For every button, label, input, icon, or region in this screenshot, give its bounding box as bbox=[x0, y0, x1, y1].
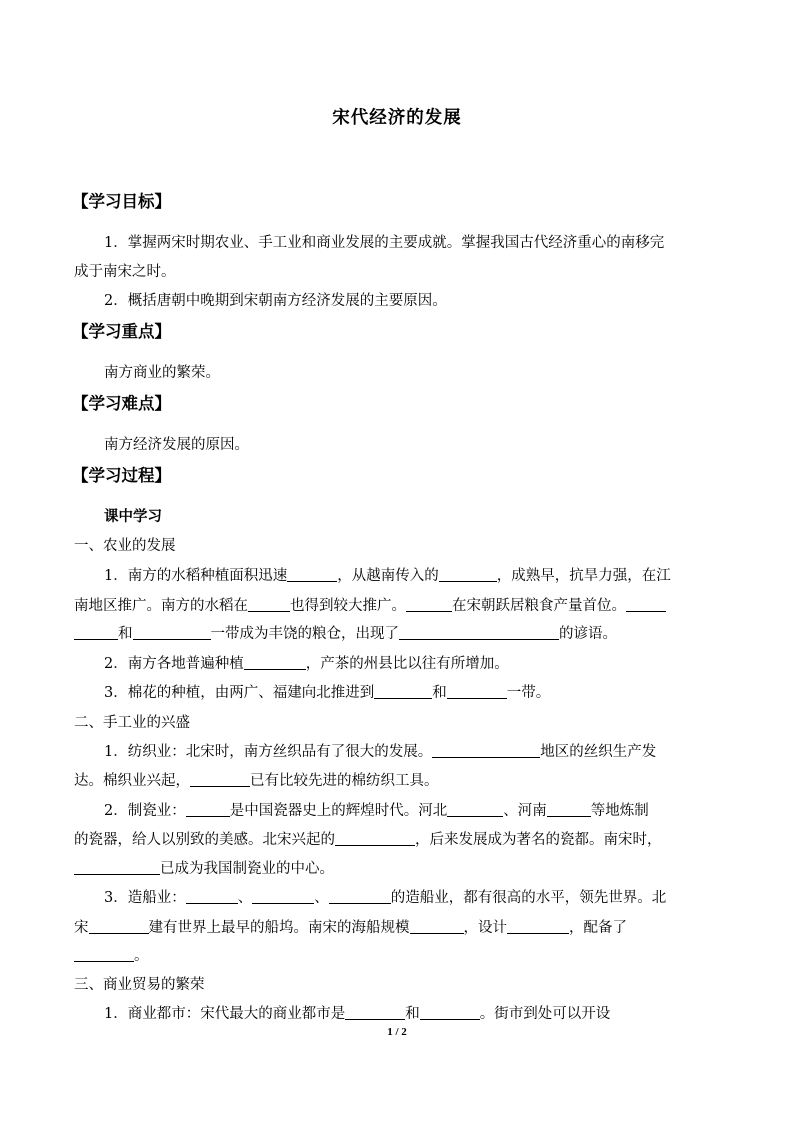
text-run: ，产茶的州县比以往有所增加。 bbox=[305, 656, 509, 672]
text-run: ，配备了 bbox=[569, 920, 627, 936]
craft-line-2 bbox=[74, 771, 439, 791]
text-run: 的谚语。 bbox=[559, 626, 617, 642]
fill-blank[interactable] bbox=[329, 889, 391, 904]
craft-line-3 bbox=[104, 801, 649, 821]
agri-line-2 bbox=[74, 596, 666, 616]
fill-blank[interactable] bbox=[439, 567, 497, 582]
craft-line-5 bbox=[74, 859, 334, 879]
fill-blank[interactable] bbox=[432, 743, 540, 758]
fill-blank[interactable] bbox=[345, 1005, 405, 1020]
text-run: 、 bbox=[314, 890, 329, 906]
text-run: 宋 bbox=[74, 920, 89, 936]
fill-blank[interactable] bbox=[248, 597, 290, 612]
text-run: ，从越南传入的 bbox=[337, 568, 439, 584]
agri-line-1 bbox=[104, 566, 671, 586]
text-run: 和 bbox=[432, 685, 447, 701]
fill-blank[interactable] bbox=[420, 1005, 480, 1020]
text-run: 的造船业，都有很高的水平，领先世界。北 bbox=[390, 890, 667, 906]
text-run: 、河南 bbox=[503, 803, 547, 819]
text-run: 2．制瓷业： bbox=[104, 803, 186, 819]
text-run: 1．纺织业：北宋时，南方丝织品有了很大的发展。 bbox=[104, 744, 433, 760]
text-run: 的瓷器，给人以别致的美感。北宋兴起的 bbox=[74, 832, 335, 848]
text-run: 地区的丝织生产发 bbox=[540, 744, 657, 760]
text-run: ，后来发展成为著名的瓷都。南宋时， bbox=[415, 832, 662, 848]
craft-line-1 bbox=[104, 742, 656, 762]
text-run: 一带成为丰饶的粮仓，出现了 bbox=[210, 626, 399, 642]
page-number: 1 / 2 bbox=[387, 1026, 407, 1038]
text-run: 1．商业都市：宋代最大的商业都市是 bbox=[104, 1006, 346, 1022]
craft-line-7 bbox=[74, 918, 627, 938]
fill-blank[interactable] bbox=[287, 567, 337, 582]
section-heading-difficulty: 【学习难点】 bbox=[72, 394, 171, 413]
text-run: 1．南方的水稻种植面积迅速 bbox=[104, 568, 288, 584]
goal-item-2: 2．概括唐朝中晚期到宋朝南方经济发展的主要原因。 bbox=[104, 293, 447, 309]
heading-agriculture: 一、农业的发展 bbox=[74, 538, 176, 554]
text-run: 和 bbox=[118, 626, 133, 642]
craft-line-8 bbox=[74, 946, 149, 966]
heading-handicraft: 二、手工业的兴盛 bbox=[74, 715, 190, 731]
fill-blank[interactable] bbox=[186, 802, 230, 817]
text-run: 已成为我国制瓷业的中心。 bbox=[160, 861, 334, 877]
fill-blank[interactable] bbox=[399, 625, 559, 640]
fill-blank[interactable] bbox=[190, 772, 250, 787]
text-run: 3．造船业： bbox=[104, 890, 186, 906]
fill-blank[interactable] bbox=[74, 625, 118, 640]
text-run: 也得到较大推广。 bbox=[290, 598, 406, 614]
subheading-in-class: 课中学习 bbox=[104, 508, 162, 525]
commerce-line-1 bbox=[104, 1004, 610, 1024]
text-run: 2．南方各地普遍种植 bbox=[104, 656, 244, 672]
text-run: 一带。 bbox=[506, 685, 551, 701]
text-run: 南地区推广。南方的水稻在 bbox=[74, 598, 248, 614]
fill-blank[interactable] bbox=[547, 802, 591, 817]
fill-blank[interactable] bbox=[447, 684, 507, 699]
text-run: 达。棉织业兴起， bbox=[74, 773, 190, 789]
text-run: ，成熟早，抗旱力强，在江 bbox=[496, 568, 671, 584]
text-run: 和 bbox=[405, 1006, 420, 1022]
fill-blank[interactable] bbox=[447, 802, 503, 817]
goal-item-1: 1．掌握两宋时期农业、手工业和商业发展的主要成就。掌握我国古代经济重心的南移完 bbox=[104, 235, 665, 251]
fill-blank[interactable] bbox=[89, 919, 149, 934]
page-title: 宋代经济的发展 bbox=[332, 108, 462, 128]
fill-blank[interactable] bbox=[133, 625, 211, 640]
text-run: 建有世界上最早的船坞。南宋的海船规模 bbox=[148, 920, 410, 936]
text-run: 。 bbox=[134, 948, 149, 964]
fill-blank[interactable] bbox=[507, 919, 569, 934]
text-run: 3．棉花的种植，由两广、福建向北推进到 bbox=[104, 685, 375, 701]
agri-line-4 bbox=[104, 654, 509, 674]
fill-blank[interactable] bbox=[252, 889, 314, 904]
fill-blank[interactable] bbox=[186, 889, 238, 904]
text-run: 是中国瓷器史上的辉煌时代。河北 bbox=[229, 803, 448, 819]
fill-blank[interactable] bbox=[244, 655, 306, 670]
fill-blank[interactable] bbox=[626, 597, 666, 612]
craft-line-6 bbox=[104, 888, 666, 908]
text-run: 在宋朝跃居粮食产量首位。 bbox=[452, 598, 626, 614]
fill-blank[interactable] bbox=[410, 919, 464, 934]
heading-commerce: 三、商业贸易的繁荣 bbox=[74, 977, 205, 993]
text-run: 已有比较先进的棉纺织工具。 bbox=[250, 773, 439, 789]
fill-blank[interactable] bbox=[74, 860, 160, 875]
fill-blank[interactable] bbox=[74, 947, 134, 962]
text-run: 。街市到处可以开设 bbox=[479, 1006, 611, 1022]
text-run: 等地炼制 bbox=[590, 803, 649, 819]
section-heading-goal: 【学习目标】 bbox=[72, 192, 171, 211]
goal-item-1-cont: 成于南宋之时。 bbox=[74, 264, 176, 280]
text-run: 、 bbox=[237, 890, 253, 906]
fill-blank[interactable] bbox=[335, 831, 415, 846]
section-heading-process: 【学习过程】 bbox=[72, 466, 171, 485]
fill-blank[interactable] bbox=[374, 684, 432, 699]
agri-line-5 bbox=[104, 683, 550, 703]
fill-blank[interactable] bbox=[406, 597, 452, 612]
section-heading-focus: 【学习重点】 bbox=[72, 322, 171, 341]
difficulty-text: 南方经济发展的原因。 bbox=[104, 437, 249, 453]
text-run: ，设计 bbox=[463, 920, 507, 936]
agri-line-3 bbox=[74, 624, 617, 644]
focus-text: 南方商业的繁荣。 bbox=[104, 365, 220, 381]
craft-line-4 bbox=[74, 830, 662, 850]
